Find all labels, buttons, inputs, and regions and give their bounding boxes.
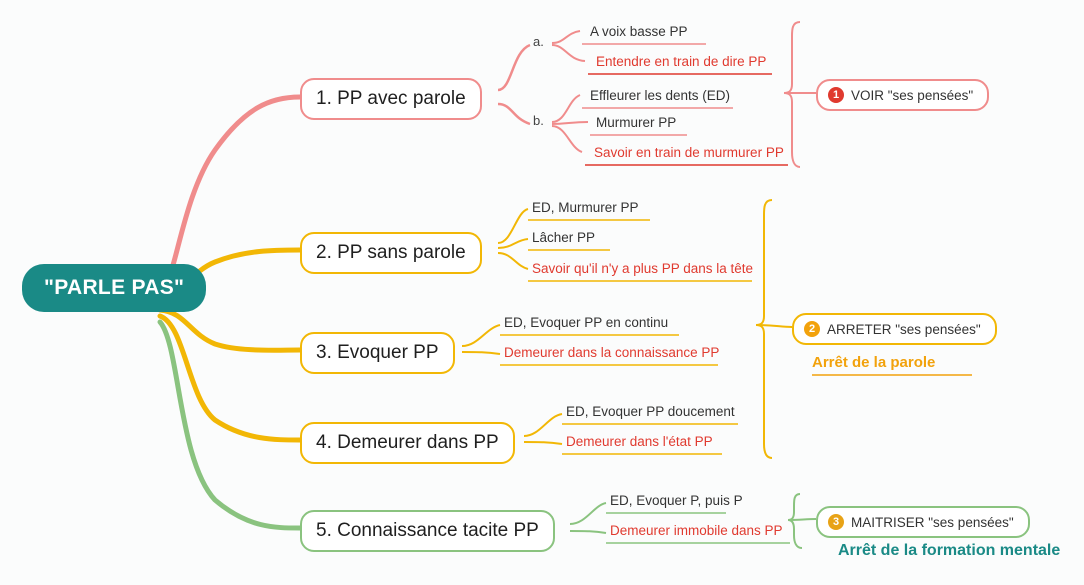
leaf-1b-2[interactable]: Murmurer PP (596, 115, 677, 130)
leaf-5-1[interactable]: ED, Evoquer P, puis P (610, 493, 743, 508)
branch-node-3[interactable]: 3. Evoquer PP (300, 332, 455, 374)
leaf-2-2[interactable]: Lâcher PP (532, 230, 596, 245)
leaf-4-1[interactable]: ED, Evoquer PP doucement (566, 404, 735, 419)
leaf-1a-1[interactable]: A voix basse PP (590, 24, 688, 39)
note-arret-formation-mentale: Arrêt de la formation mentale (838, 542, 1061, 559)
summary-badge-2-icon: 2 (804, 321, 820, 337)
note-arret-parole: Arrêt de la parole (812, 354, 936, 371)
summary-pill-3[interactable] (816, 506, 1030, 538)
leaf-2-1[interactable]: ED, Murmurer PP (532, 200, 639, 215)
summary-badge-3-icon: 3 (828, 514, 844, 530)
leaf-3-1[interactable]: ED, Evoquer PP en continu (504, 315, 669, 330)
summary-label-1: VOIR "ses pensées" (851, 87, 974, 103)
branch-node-2[interactable]: 2. PP sans parole (300, 232, 482, 274)
group-marker-1b: b. (533, 113, 544, 128)
root-node[interactable]: "PARLE PAS" (22, 264, 206, 312)
leaf-2-3[interactable]: Savoir qu'il n'y a plus PP dans la tête (532, 261, 754, 276)
leaf-3-2[interactable]: Demeurer dans la connaissance PP (504, 345, 720, 360)
leaf-5-2[interactable]: Demeurer immobile dans PP (610, 523, 783, 538)
summary-label-3: MAITRISER "ses pensées" (851, 514, 1014, 530)
group-marker-1a: a. (533, 34, 544, 49)
leaf-1b-3[interactable]: Savoir en train de murmurer PP (594, 145, 784, 160)
summary-label-2: ARRETER "ses pensées" (827, 321, 981, 337)
leaf-1b-1[interactable]: Effleurer les dents (ED) (590, 88, 731, 103)
leaf-1a-2[interactable]: Entendre en train de dire PP (596, 54, 767, 69)
summary-pill-1[interactable] (816, 79, 989, 111)
branch-node-1[interactable]: 1. PP avec parole (300, 78, 482, 120)
branch-node-5[interactable]: 5. Connaissance tacite PP (300, 510, 555, 552)
leaf-4-2[interactable]: Demeurer dans l'état PP (566, 434, 713, 449)
summary-pill-2[interactable] (792, 313, 997, 345)
summary-badge-1-icon: 1 (828, 87, 844, 103)
branch-node-4[interactable]: 4. Demeurer dans PP (300, 422, 515, 464)
